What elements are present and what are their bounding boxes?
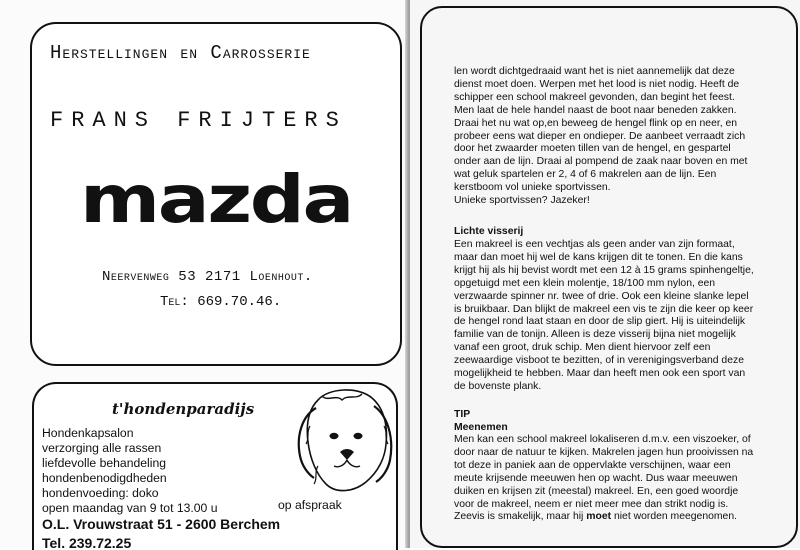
- garage-advertisement: [30, 22, 402, 366]
- dog-salon-brand: t'hondenparadijs: [112, 400, 255, 418]
- garage-address: Neervenweg 53 2171 Loenhout.: [102, 269, 313, 285]
- tip-emphasis: moet: [586, 511, 612, 523]
- tip-label: TIP: [454, 409, 471, 420]
- dog-salon-services: [42, 426, 302, 516]
- tip-heading: Meenemen: [454, 421, 508, 433]
- mazda-logo: [78, 172, 354, 228]
- intro-paragraph: len wordt dichtgedraaid want het is niet aannemelijk dat deze dienst moet doen. Werpen met het lood is niet nodig. Heeft de schipper een school makreel gevonden, dan begint het feest. Men laat de hele handel naast de boot naar beneden zakken. Draai het nu wat op,en beweeg de hengel flink op en neer, en probeer eens wat dieper en ondieper. De aanbeet verraadt zich door het zwaarder moeten tillen van de hengel, en gespartel onder aan de lijn. Draai al pompend de zaak naar boven en met wat geluk spartelen er 2, 4 of 6 makrelen aan de lijn. Een kerstboom vol unieke sportvissen.: [454, 66, 748, 194]
- dog-salon-phone: Tel. 239.72.25: [42, 535, 132, 550]
- section-body-lichte-visserij: Een makreel is een vechtjas als geen ander van zijn formaat, maar dan moet hij wel de kans krijgen dit te tonen. En die kans krijgt hij als hij bevist wordt met een 12 à 15 grams spinhengeltje, opgetuigd met een klein molentje, 18/100 mm nylon, een verzwaarde spinner nr. twee of drie. Ook een kleine slanke lepel is bruikbaar. Dan blijkt de makreel een vis te zijn die keer op keer de hengel rond laat staan en door de slip giert. Hij is uiteindelijk familie van de tonijn. Alleen is deze visserij bijna niet mogelijk vanaf een groot, druk schip. Men dient hiervoor zelf een zeewaardige visboot te bezitten, of in verenigingsverband deze mogelijkheid te hebben. Maar dan heeft men ook een sport van de bovenste plank.: [454, 239, 754, 392]
- dog-salon-appointment: op afspraak: [278, 498, 342, 512]
- tip-body: [454, 434, 754, 524]
- dog-salon-address: O.L. Vrouwstraat 51 - 2600 Berchem: [42, 516, 281, 532]
- tip-body-text: Men kan een school makreel lokaliseren d.m.v. een viszoeker, of door naar de natuur te kijken. Makrelen jagen hun prooivissen na tot deze in paniek aan de oppervlakte verschijnen, waar een meute krijsende meeuwen hen op wacht. Dus waar meeuwen duiken en krijsen zit (meestal) makreel. En, een goed woordje voor de makreel, neem er niet meer mee dan strikt nodig is. Zeevis is smakelijk, maar hij: [454, 434, 754, 523]
- intro-closing: Unieke sportvissen? Jazeker!: [454, 195, 590, 207]
- dog-salon-advertisement: [32, 382, 398, 550]
- service-line: liefdevolle behandeling: [42, 456, 167, 470]
- service-line: open maandag van 9 tot 13.00 u: [42, 501, 218, 515]
- article-intro: [454, 66, 754, 208]
- service-line: Hondenkapsalon: [42, 426, 134, 440]
- service-line: verzorging alle rassen: [42, 441, 162, 455]
- dog-illustration-icon: [288, 386, 396, 498]
- service-line: hondenvoeding: doko: [42, 486, 159, 500]
- service-line: hondenbenodigdheden: [42, 471, 167, 485]
- mazda-logo-text: mazda: [80, 172, 352, 228]
- garage-headline: Herstellingen en Carrosserie: [50, 42, 311, 64]
- tip-heading-block: [454, 409, 754, 434]
- tip-body-end: niet worden meegenomen.: [613, 511, 737, 523]
- section-heading-lichte-visserij: Lichte visserij: [454, 226, 524, 237]
- garage-phone: Tel: 669.70.46.: [160, 294, 282, 310]
- garage-owner-name: FRANS FRIJTERS: [50, 108, 347, 133]
